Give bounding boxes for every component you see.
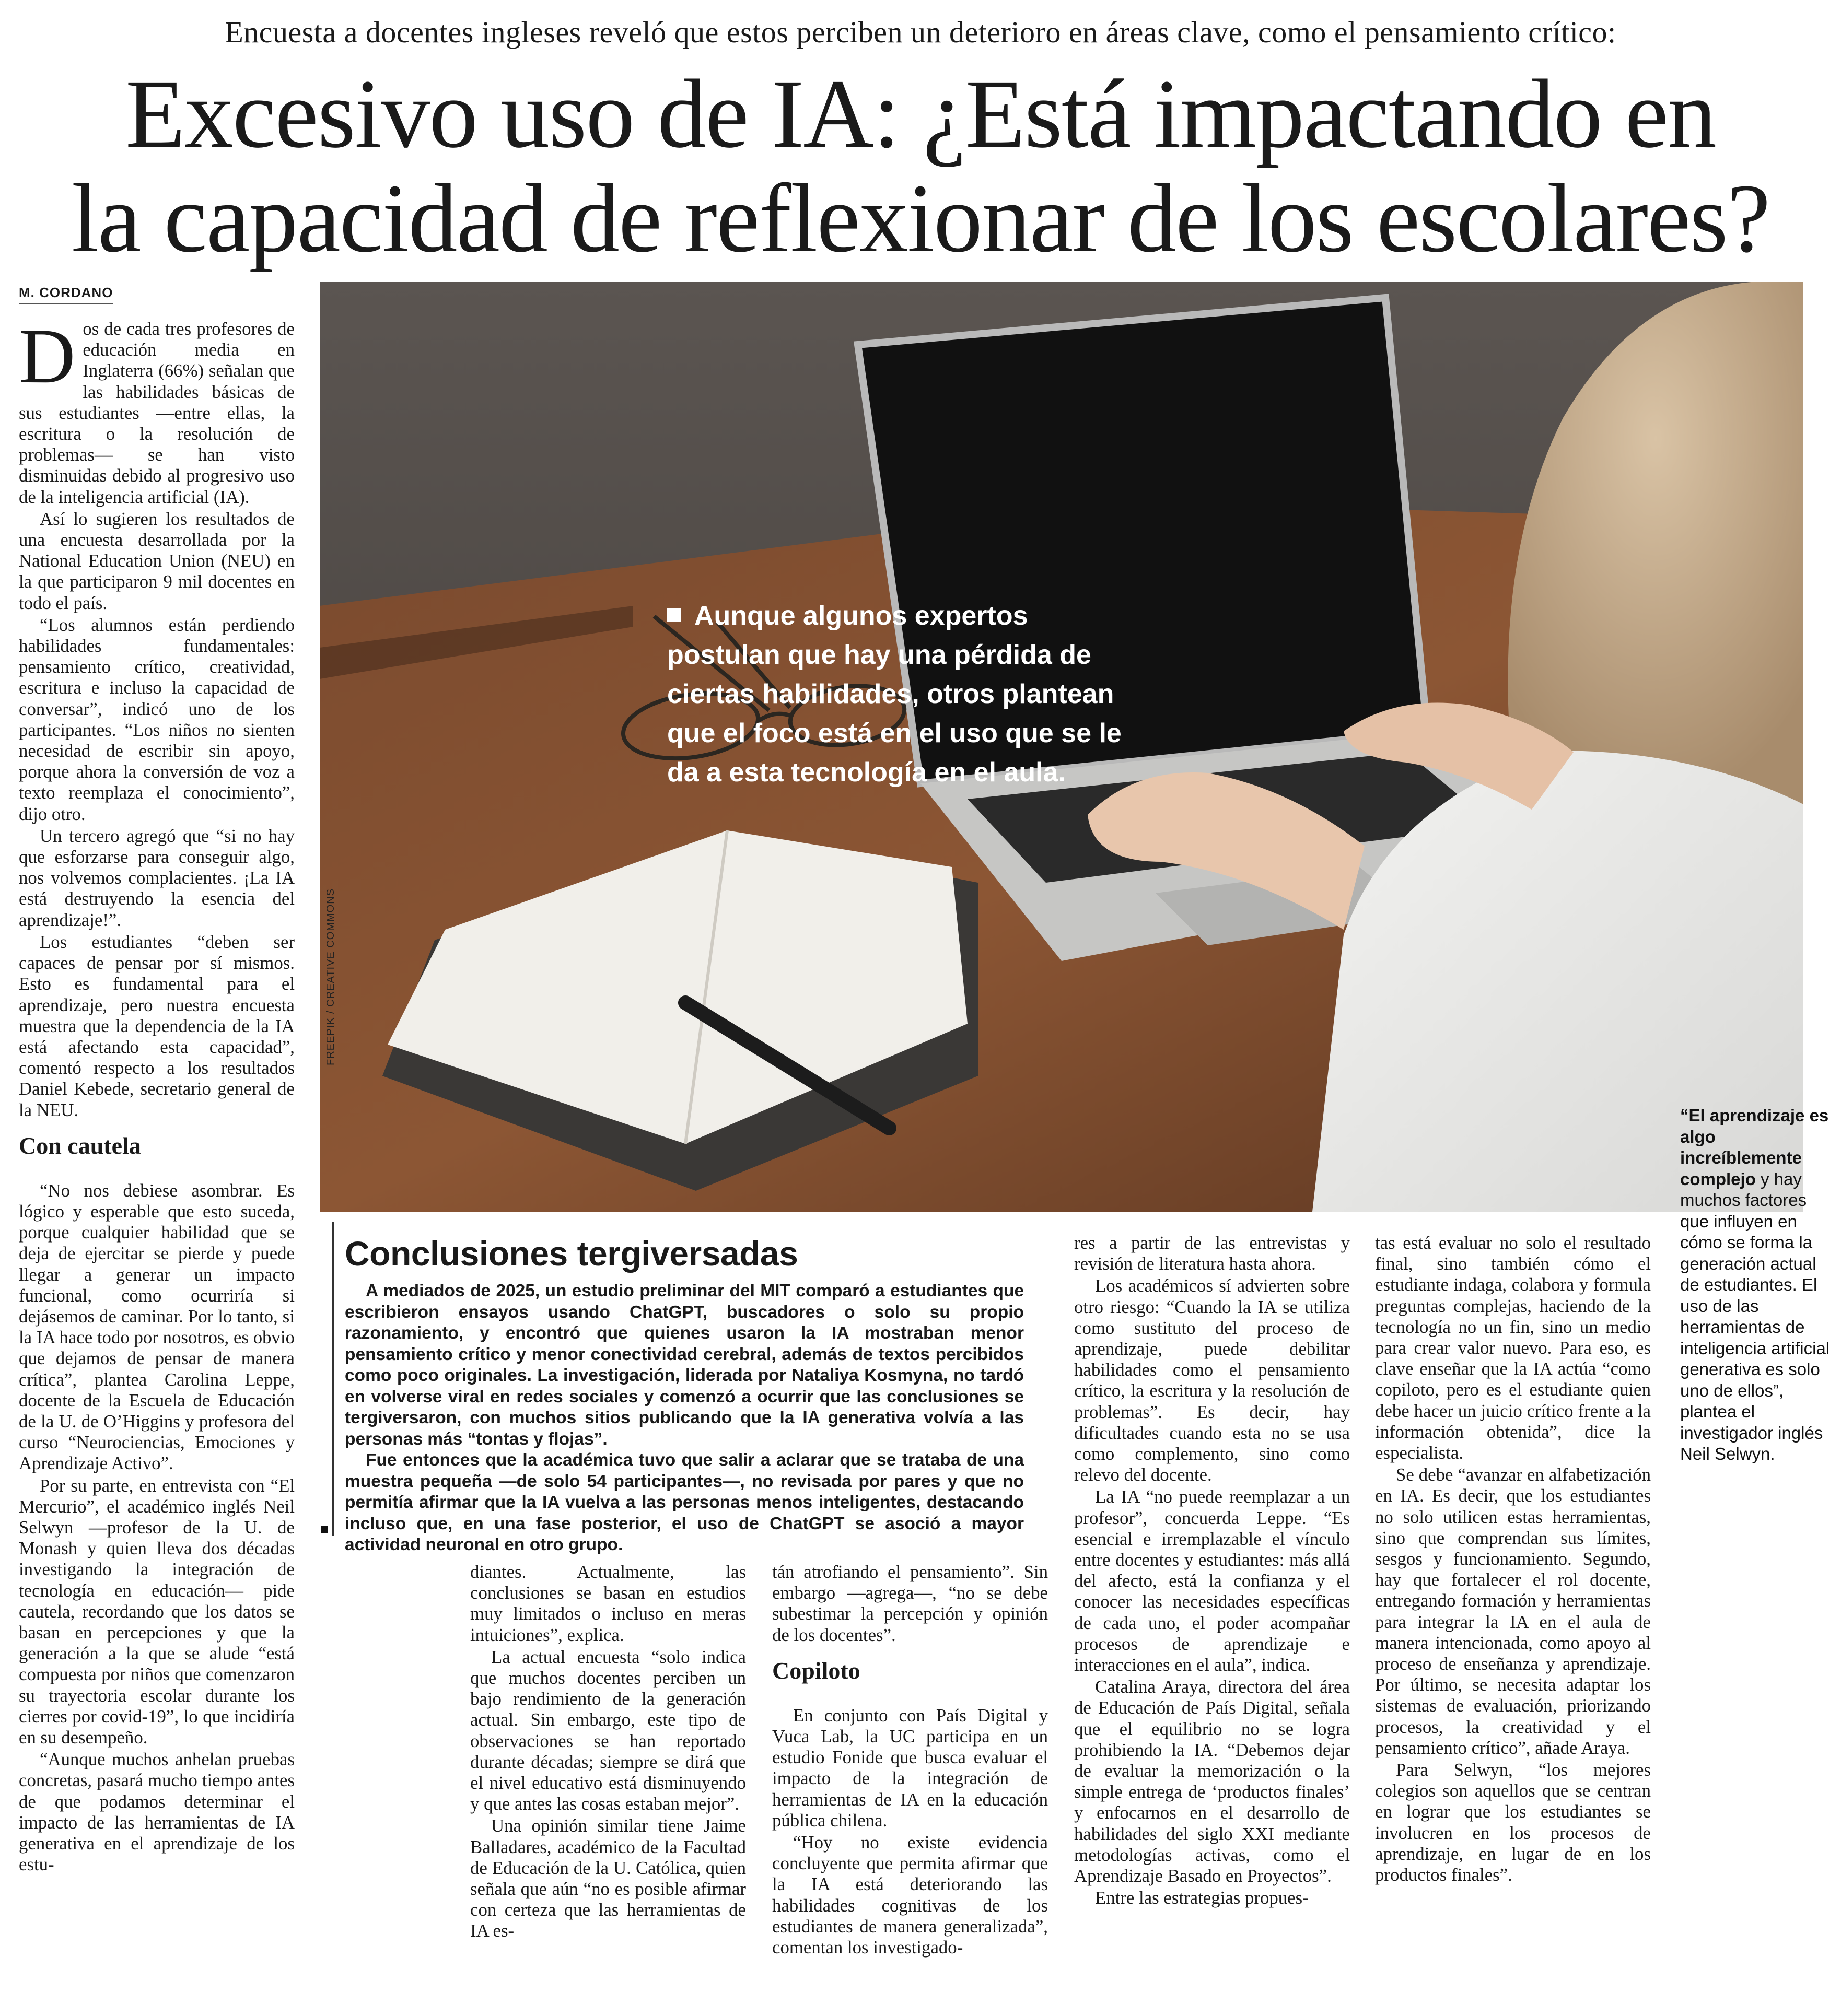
headline-line-2: la capacidad de reflexionar de los escolares?	[71, 163, 1770, 273]
article-column-1	[19, 313, 295, 1876]
caption-bullet-icon	[667, 608, 681, 622]
paragraph: Un tercero agregó que “si no hay que esforzarse para conseguir algo, nos volvemos complacientes. ¡La IA está destruyendo la esencia del aprendizaje!”.	[19, 825, 295, 930]
pull-quote-text: y hay muchos factores que influyen en cómo se forma la generación actual de estudiantes. El uso de las herramientas de inteligencia artificial generativa es solo uno de ellos”, plantea el investigador inglés Neil Selwyn.	[1680, 1169, 1830, 1463]
paragraph	[19, 313, 295, 508]
sidebar-title: Conclusiones tergiversadas	[345, 1234, 798, 1273]
pull-quote-highlight: “El aprendizaje es algo increíblemente complejo	[1680, 1106, 1829, 1189]
article-column-4	[1074, 1233, 1350, 1910]
paragraph: tas está evaluar no solo el resultado final, sino también cómo el estudiante indaga, colabora y formula preguntas complejas, haciendo de la tecnología no un fin, sino un medio para crear valor nuevo. Para eso, es clave enseñar que la IA actúa “como copiloto, pero es el estudiante quien debe hacer un juicio crítico frente a la información obtenida”, dice la especialista.	[1375, 1233, 1651, 1463]
article-photo	[320, 282, 1803, 1212]
paragraph: diantes. Actualmente, las conclusiones se basan en estudios muy limitados o incluso en meras intuiciones”, explica.	[470, 1562, 746, 1645]
byline: M. CORDANO	[19, 285, 113, 304]
paragraph: Entre las estrategias propues-	[1095, 1888, 1309, 1908]
paragraph: “Los alumnos están perdiendo habilidades fundamentales: pensamiento crítico, creatividad, escritura e incluso la capacidad de conversar”, indicó uno de los participantes. “Los niños no sienten necesidad de escribir sin apoyo, porque ahora la conversión de voz a texto reemplaza el conocimiento”, dijo otro.	[19, 614, 295, 824]
drop-cap: D	[19, 313, 76, 400]
paragraph: Los estudiantes “deben ser capaces de pensar por sí mismos. Esto es fundamental para el aprendizaje, pero nuestra encuesta muestra que la dependencia de la IA está afectando esta capacidad”, comentó respecto a los resultados Daniel Kebede, secretario general de la NEU.	[19, 931, 295, 1120]
photo-caption-text: Aunque algunos expertos postulan que hay una pérdida de ciertas habilidades, otros plantean que el foco está en el uso que se le da a esta tecnología en el aula.	[667, 601, 1122, 788]
article-column-5	[1375, 1233, 1651, 1886]
article-headline	[0, 59, 1841, 273]
paragraph: “Aunque muchos anhelan pruebas concretas, pasará mucho tiempo antes de que podamos determinar el impacto de las herramientas de IA generativa en el aprendizaje de los estu-	[19, 1749, 295, 1875]
sidebar-text	[345, 1281, 1024, 1556]
article-column-2	[470, 1562, 746, 1943]
paragraph: Para Selwyn, “los mejores colegios son aquellos que se centran en lograr que los estudiantes se involucren en los procesos de aprendizaje, en lugar de en los productos finales”.	[1375, 1760, 1651, 1885]
article-kicker: Encuesta a docentes ingleses reveló que estos perciben un deterioro en áreas clave, como el pensamiento crítico:	[225, 15, 1616, 49]
paragraph: Catalina Araya, directora del área de Educación de País Digital, señala que el equilibrio no se logra prohibiendo la IA. “Debemos dejar de evaluar la memorización o la simple entrega de ‘productos finales’ y enfocarnos en el desarrollo de habilidades del siglo XXI mediante metodologías activas, como el Aprendizaje Basado en Proyectos”.	[1074, 1677, 1350, 1886]
paragraph-text: os de cada tres profesores de educación media en Inglaterra (66%) señalan que las habilidades básicas de sus estudiantes —entre ellas, la escritura o la resolución de problemas— se han visto disminuidas debido al progresivo uso de la inteligencia artificial (IA).	[19, 319, 295, 507]
paragraph: Así lo sugieren los resultados de una encuesta desarrollada por la National Education Union (NEU) en la que participaron 9 mil docentes en todo el país.	[19, 508, 295, 613]
photo-credit: FREEPIK / CREATIVE COMMONS	[325, 888, 336, 1065]
paragraph: Por su parte, en entrevista con “El Mercurio”, el académico inglés Neil Selwyn —profesor de la U. de Monash y quien lleva dos décadas investigando la integración de tecnología en educación— pide cautela, recordando que los datos se basan en percepciones y que la generación a la que se alude “está compuesta por niños que comenzaron su trayectoria escolar durante los cierres por covid-19”, lo que incidiría en su desempeño.	[19, 1475, 295, 1748]
article-column-3	[772, 1562, 1048, 1959]
paragraph: Una opinión similar tiene Jaime Balladares, académico de la Facultad de Educación de la U. Católica, quien señala que aún “no es posible afirmar con certeza que las herramientas de IA es-	[470, 1815, 746, 1941]
paragraph: “Hoy no existe evidencia concluyente que permita afirmar que la IA está deteriorando las habilidades cognitivas de los estudiantes de manera generalizada”, comentan los investigado-	[772, 1832, 1048, 1958]
paragraph: Los académicos sí advierten sobre otro riesgo: “Cuando la IA se utiliza como sustituto del proceso de aprendizaje, puede debilitar habilidades como el pensamiento crítico, la escritura y la resolución de problemas”. Es decir, hay dificultades cuando esta no se usa como complemento, sino como relevo del docente.	[1074, 1275, 1350, 1485]
paragraph: “No nos debiese asombrar. Es lógico y esperable que esto suceda, porque cualquier habilidad que se deja de ejercitar se pierde y puede llegar a generar un impacto funcional, como ocurriría si dejásemos de caminar. Por lo tanto, si la IA hace todo por nosotros, es obvio que dejamos de pensar de manera crítica”, plantea Carolina Leppe, docente de la Escuela de Educación de la U. de O’Higgins y profesora del curso “Neurociencias, Emociones y Aprendizaje Activo”.	[19, 1180, 295, 1474]
photo-caption	[667, 596, 1137, 792]
paragraph: En conjunto con País Digital y Vuca Lab, la UC participa en un estudio Fonide que busca evaluar el impacto de la integración de herramientas de IA en la educación pública chilena.	[772, 1705, 1048, 1831]
headline-line-1: Excesivo uso de IA: ¿Está impactando en	[125, 59, 1716, 168]
paragraph: res a partir de las entrevistas y revisión de literatura hasta ahora.	[1074, 1233, 1350, 1274]
pull-quote	[1680, 1105, 1832, 1465]
sidebar-rule	[332, 1222, 334, 1536]
paragraph: A mediados de 2025, un estudio preliminar del MIT comparó a estudiantes que escribieron ensayos usando ChatGPT, buscadores o solo su propio razonamiento, y encontró que quienes usaron la IA mostraban menor pensamiento crítico y menor conectividad cerebral, además de textos percibidos como poco originales. La investigación, liderada por Nataliya Kosmyna, no tardó en volverse viral en redes sociales y comenzó a ocurrir que las conclusiones se tergiversaron, con muchos sitios publicando que la IA generativa volvía a las personas más “tontas y flojas”.	[345, 1281, 1024, 1449]
subhead-con-cautela: Con cautela	[19, 1132, 141, 1159]
sidebar-end-mark	[321, 1526, 328, 1533]
subhead-copiloto: Copiloto	[772, 1657, 860, 1684]
paragraph: tán atrofiando el pensamiento”. Sin embargo —agrega—, “no se debe subestimar la percepción y opinión de los docentes”.	[772, 1562, 1048, 1645]
paragraph: La IA “no puede reemplazar a un profesor”, concuerda Leppe. “Es esencial e irremplazable el vínculo entre docentes y estudiantes: más allá del afecto, está la confianza y el conocer las necesidades específicas de cada uno, el poder acompañar procesos de aprendizaje e interacciones en el aula”, indica.	[1074, 1486, 1350, 1675]
paragraph: Fue entonces que la académica tuvo que salir a aclarar que se trataba de una muestra pequeña —de solo 54 participantes—, no revisada por pares y que no permitía afirmar que la IA vuelva a las personas menos inteligentes, destacando incluso que, en una fase posterior, el uso de ChatGPT se asoció a mayor actividad neuronal en otro grupo.	[345, 1450, 1024, 1554]
paragraph: La actual encuesta “solo indica que muchos docentes perciben un bajo rendimiento de la generación actual. Sin embargo, este tipo de observaciones se han reportado durante décadas; siempre se dirá que el nivel educativo está disminuyendo y que antes las cosas estaban mejor”.	[470, 1646, 746, 1814]
paragraph: Se debe “avanzar en alfabetización en IA. Es decir, que los estudiantes no solo utilicen estas herramientas, sino que comprendan sus límites, sesgos y funcionamiento. Segundo, hay que fortalecer el rol docente, entregando formación y herramientas para integrar la IA en el aula de manera intencionada, como apoyo al proceso de enseñanza y aprendizaje. Por último, se necesita adaptar los sistemas de evaluación, priorizando procesos, la creatividad y el pensamiento crítico”, añade Araya.	[1375, 1464, 1651, 1758]
